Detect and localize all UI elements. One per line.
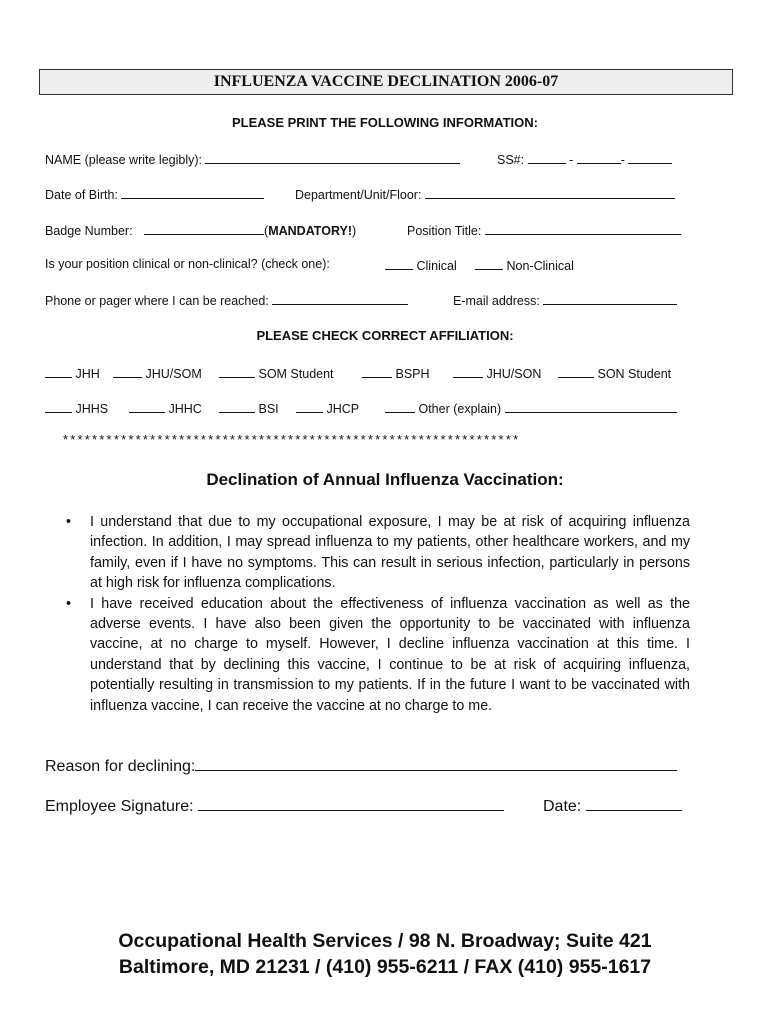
nonclinical-option (475, 257, 574, 273)
affiliation-label: JHH (75, 367, 100, 381)
affiliation-checkbox[interactable] (219, 400, 255, 413)
affiliation-option (129, 400, 202, 416)
affiliation-label: JHHS (75, 402, 109, 416)
ssn-input-part2[interactable] (577, 151, 621, 164)
badge-label: Badge Number: (45, 224, 133, 238)
statement-text: I understand that due to my occupational exposure, I may be at risk of acquiring influenza infection. In addition, I may spread influenza to my patients, other healthcare workers, and my family, even if I have no symptoms. This can result in serious infection, particularly in persons at high risk for influenza complications. (90, 514, 690, 592)
footer-address-line1: Occupational Health Services / 98 N. Broadway; Suite 421 (118, 930, 652, 952)
list-item (66, 594, 690, 716)
position-title-input[interactable] (485, 222, 681, 235)
name-field-row (45, 151, 460, 167)
affiliation-option (45, 400, 108, 416)
name-label: NAME (please write legibly): (45, 153, 202, 167)
email-field-row (453, 292, 677, 308)
ssn-input-part1[interactable] (528, 151, 566, 164)
affiliation-header: PLEASE CHECK CORRECT AFFILIATION: (256, 328, 514, 343)
phone-label: Phone or pager where I can be reached: (45, 294, 269, 308)
affiliation-checkbox[interactable] (45, 400, 72, 413)
affiliation-checkbox[interactable] (385, 400, 415, 413)
clinical-option (385, 257, 457, 273)
affiliation-option-other (385, 400, 677, 416)
dob-label: Date of Birth: (45, 188, 118, 202)
affiliation-checkbox[interactable] (129, 400, 165, 413)
affiliation-label: JHU/SON (486, 367, 542, 381)
department-label: Department/Unit/Floor: (295, 188, 422, 202)
affiliation-checkbox[interactable] (219, 365, 255, 378)
affiliation-label: BSPH (395, 367, 430, 381)
affiliation-option (219, 365, 334, 381)
reason-label: Reason for declining: (45, 758, 196, 775)
date-label: Date: (543, 798, 582, 815)
email-input[interactable] (543, 292, 677, 305)
reason-field-row (45, 756, 677, 776)
declination-statements (66, 512, 690, 716)
dob-field-row (45, 186, 264, 202)
affiliation-label: SON Student (597, 367, 672, 381)
affiliation-label: Other (explain) (418, 402, 502, 416)
clinical-checkbox[interactable] (385, 257, 413, 270)
phone-input[interactable] (272, 292, 408, 305)
dob-input[interactable] (121, 186, 264, 199)
affiliation-checkbox[interactable] (558, 365, 594, 378)
clinical-option-label: Clinical (416, 259, 457, 273)
other-explain-input[interactable] (505, 400, 677, 413)
affiliation-option (219, 400, 279, 416)
affiliation-option (113, 365, 202, 381)
affiliation-checkbox[interactable] (453, 365, 483, 378)
affiliation-label: BSI (258, 402, 279, 416)
affiliation-option (296, 400, 359, 416)
affiliation-option (45, 365, 100, 381)
department-field-row (295, 186, 675, 202)
ssn-field-row: SS#: - - (497, 151, 672, 167)
department-input[interactable] (425, 186, 675, 199)
affiliation-label: JHU/SOM (145, 367, 202, 381)
declination-title: Declination of Annual Influenza Vaccination: (206, 470, 564, 489)
affiliation-label: JHCP (326, 402, 360, 416)
list-item (66, 512, 690, 594)
clinical-question: Is your position clinical or non-clinical? (check one): (45, 257, 330, 271)
phone-field-row (45, 292, 408, 308)
affiliation-checkbox[interactable] (113, 365, 142, 378)
bullet-icon: • (66, 595, 72, 612)
form-title: INFLUENZA VACCINE DECLINATION 2006-07 (39, 69, 733, 95)
ssn-input-part3[interactable] (628, 151, 672, 164)
position-title-field-row (407, 222, 681, 238)
ssn-label: SS#: (497, 153, 525, 167)
nonclinical-checkbox[interactable] (475, 257, 503, 270)
badge-field-row (45, 222, 356, 238)
nonclinical-option-label: Non-Clinical (506, 259, 574, 273)
affiliation-checkbox[interactable] (362, 365, 392, 378)
signature-label: Employee Signature: (45, 798, 194, 815)
email-label: E-mail address: (453, 294, 540, 308)
date-input[interactable] (586, 796, 682, 811)
affiliation-option (453, 365, 541, 381)
signature-field-row (45, 796, 504, 816)
date-field-row (543, 796, 682, 816)
affiliation-option (558, 365, 671, 381)
affiliation-checkbox[interactable] (296, 400, 323, 413)
badge-input[interactable] (144, 222, 264, 235)
print-instruction: PLEASE PRINT THE FOLLOWING INFORMATION: (232, 115, 538, 130)
affiliation-label: SOM Student (258, 367, 334, 381)
position-title-label: Position Title: (407, 224, 482, 238)
affiliation-checkbox[interactable] (45, 365, 72, 378)
name-input[interactable] (205, 151, 460, 164)
signature-input[interactable] (198, 796, 504, 811)
footer-address-line2: Baltimore, MD 21231 / (410) 955-6211 / FAX (410) 955-1617 (118, 956, 652, 978)
affiliation-label: JHHC (168, 402, 202, 416)
statement-text: I have received education about the effectiveness of influenza vaccination as well as the adverse events. I have also been given the opportunity to be vaccinated with influenza vaccine, at no charge to myself. However, I decline influenza vaccination at this time. I understand that by declining this vaccine, I continue to be at risk of acquiring influenza, potentially resulting in transmission to my patients. If in the future I want to be vaccinated with influenza vaccine, I can receive the vaccine at no charge to me. (90, 595, 690, 714)
affiliation-option (362, 365, 430, 381)
mandatory-note: (MANDATORY!) (264, 224, 357, 238)
bullet-icon: • (66, 514, 72, 530)
reason-input[interactable] (195, 756, 677, 771)
separator-line: *************************************************************** (63, 432, 521, 447)
